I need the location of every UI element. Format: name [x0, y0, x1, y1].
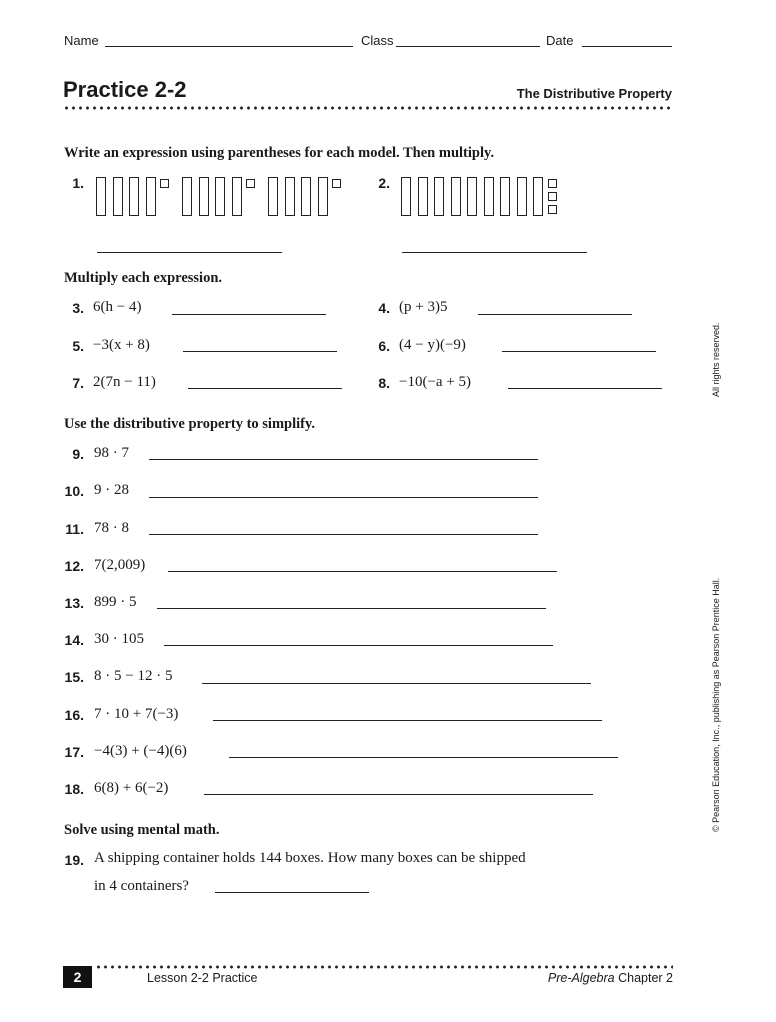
problem-expression: 7 · 10 + 7(−3): [94, 706, 179, 722]
answer-line-18[interactable]: [204, 794, 593, 795]
date-field[interactable]: [582, 46, 672, 47]
problem-expression: 9 · 28: [94, 482, 129, 498]
long-tile: [500, 177, 510, 216]
problem-expression: (p + 3)5: [399, 299, 448, 315]
footer-book-chapter: Chapter 2: [614, 971, 673, 985]
problem-number: 13.: [64, 595, 84, 611]
problem-number: 8.: [378, 375, 390, 391]
long-tile: [199, 177, 209, 216]
problem-number: 15.: [64, 669, 84, 685]
long-tile: [517, 177, 527, 216]
problem-expression: −3(x + 8): [93, 337, 150, 353]
problem-expression: 899 · 5: [94, 594, 137, 610]
answer-line-7[interactable]: [188, 388, 342, 389]
answer-line-9[interactable]: [149, 459, 538, 460]
page-title: Practice 2-2: [63, 77, 187, 102]
long-tile: [96, 177, 106, 216]
rights-reserved-note: All rights reserved.: [711, 322, 721, 397]
unit-tile: [548, 179, 557, 188]
long-tile: [113, 177, 123, 216]
footer-divider: [95, 965, 673, 969]
unit-tile: [160, 179, 169, 188]
long-tile: [285, 177, 295, 216]
problem-expression: 30 · 105: [94, 631, 144, 647]
problem-number: 10.: [64, 483, 84, 499]
answer-line-14[interactable]: [164, 645, 553, 646]
problem-number: 3.: [72, 300, 84, 316]
problem-expression: (4 − y)(−9): [399, 337, 466, 353]
problem-expression: −10(−a + 5): [399, 374, 472, 390]
algebra-tile-model-2: [401, 177, 631, 219]
answer-line-13[interactable]: [157, 608, 546, 609]
long-tile: [318, 177, 328, 216]
answer-line-19[interactable]: [215, 892, 369, 893]
problem-number: 1.: [72, 175, 84, 191]
problem-number: 12.: [64, 558, 84, 574]
problem-number: 19.: [64, 852, 84, 868]
answer-line-4[interactable]: [478, 314, 632, 315]
problem-number: 14.: [64, 632, 84, 648]
answer-line-5[interactable]: [183, 351, 337, 352]
long-tile: [301, 177, 311, 216]
long-tile: [215, 177, 225, 216]
long-tile: [451, 177, 461, 216]
problem-expression: 6(8) + 6(−2): [94, 780, 169, 796]
answer-line-16[interactable]: [213, 720, 602, 721]
long-tile: [401, 177, 411, 216]
problem-expression: 2(7n − 11): [93, 374, 156, 390]
problem-expression: 6(h − 4): [93, 299, 142, 315]
section-instruction-simplify: Use the distributive property to simplify.: [64, 416, 316, 432]
date-label: Date: [546, 33, 574, 48]
answer-line-17[interactable]: [229, 757, 618, 758]
section-instruction-mental-math: Solve using mental math.: [64, 822, 220, 838]
problem-number: 7.: [72, 375, 84, 391]
problem-expression: −4(3) + (−4)(6): [94, 743, 187, 759]
title-divider: [63, 106, 673, 110]
problem-number: 17.: [64, 744, 84, 760]
answer-line-2[interactable]: [402, 252, 587, 253]
copyright-note: © Pearson Education, Inc., publishing as Pearson Prentice Hall.: [711, 577, 721, 832]
footer-book-italic: Pre-Algebra: [547, 971, 615, 985]
page-subtitle: The Distributive Property: [516, 86, 672, 101]
answer-line-15[interactable]: [202, 683, 591, 684]
long-tile: [467, 177, 477, 216]
section-instruction-multiply: Multiply each expression.: [64, 270, 223, 286]
problem-expression: 8 · 5 − 12 · 5: [94, 668, 173, 684]
problem-number: 11.: [65, 521, 84, 537]
problem-number: 5.: [72, 338, 84, 354]
footer-lesson: Lesson 2-2 Practice: [147, 971, 258, 985]
footer-book-title: [548, 971, 673, 985]
answer-line-6[interactable]: [502, 351, 656, 352]
problem-number: 2.: [378, 175, 390, 191]
problem-expression: 98 · 7: [94, 445, 129, 461]
answer-line-8[interactable]: [508, 388, 662, 389]
name-field[interactable]: [105, 46, 353, 47]
algebra-tile-model-1: [96, 177, 376, 219]
long-tile: [146, 177, 156, 216]
long-tile: [232, 177, 242, 216]
answer-line-1[interactable]: [97, 252, 282, 253]
class-field[interactable]: [396, 46, 540, 47]
long-tile: [533, 177, 543, 216]
unit-tile: [246, 179, 255, 188]
unit-tile: [548, 205, 557, 214]
problem-expression: 7(2,009): [94, 557, 146, 573]
class-label: Class: [361, 33, 394, 48]
word-problem-line-2: in 4 containers?: [94, 878, 189, 894]
unit-tile: [332, 179, 341, 188]
long-tile: [182, 177, 192, 216]
problem-number: 6.: [378, 338, 390, 354]
page-number: 2: [63, 966, 92, 988]
problem-number: 16.: [64, 707, 84, 723]
long-tile: [418, 177, 428, 216]
problem-number: 18.: [64, 781, 84, 797]
problem-number: 4.: [378, 300, 390, 316]
problem-number: 9.: [72, 446, 84, 462]
answer-line-3[interactable]: [172, 314, 326, 315]
name-label: Name: [64, 33, 99, 48]
answer-line-11[interactable]: [149, 534, 538, 535]
answer-line-10[interactable]: [149, 497, 538, 498]
problem-expression: 78 · 8: [94, 520, 129, 536]
long-tile: [129, 177, 139, 216]
long-tile: [434, 177, 444, 216]
answer-line-12[interactable]: [168, 571, 557, 572]
unit-tile: [548, 192, 557, 201]
long-tile: [268, 177, 278, 216]
long-tile: [484, 177, 494, 216]
word-problem-line-1: A shipping container holds 144 boxes. How many boxes can be shipped: [94, 850, 526, 866]
section-instruction-models: Write an expression using parentheses for each model. Then multiply.: [64, 145, 495, 161]
